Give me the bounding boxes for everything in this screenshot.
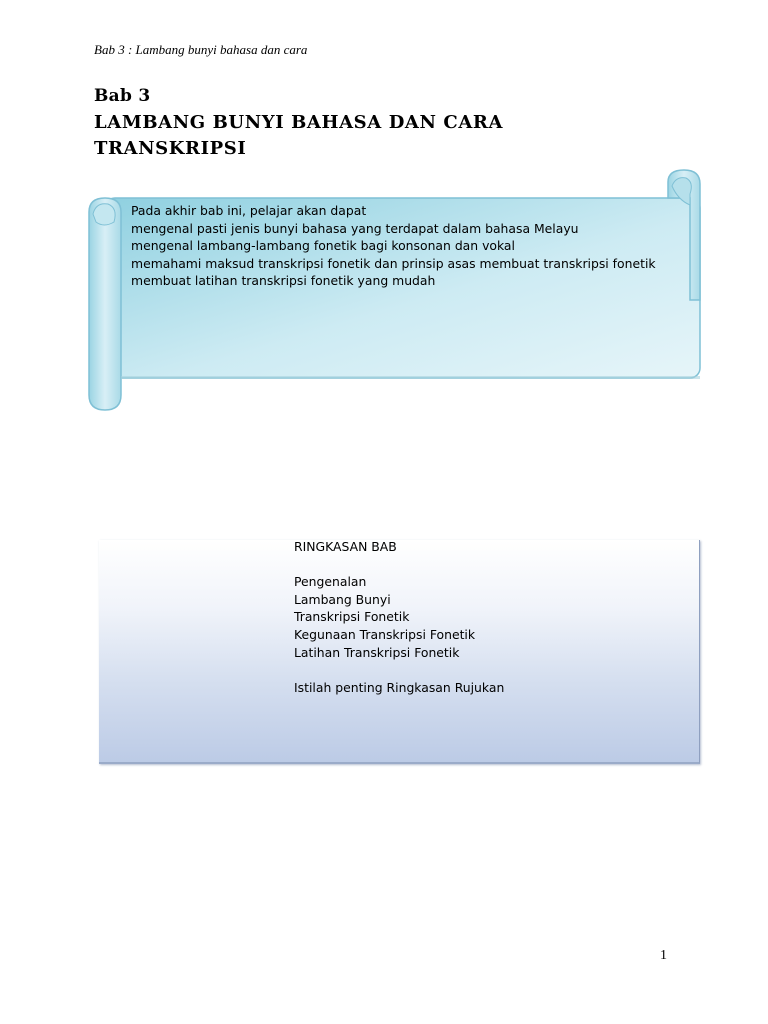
chapter-summary xyxy=(294,538,504,697)
page-number: 1 xyxy=(660,948,667,963)
chapter-title-line-1: LAMBANG BUNYI BAHASA DAN CARA xyxy=(94,112,504,133)
summary-heading: RINGKASAN BAB xyxy=(294,539,397,554)
summary-item: Kegunaan Transkripsi Fonetik xyxy=(294,627,476,643)
summary-item: Latihan Transkripsi Fonetik xyxy=(294,644,460,660)
objective-item: mengenal lambang-lambang fonetik bagi konsonan dan vokal xyxy=(131,238,515,254)
chapter-title-line-2: TRANSKRIPSI xyxy=(94,138,247,159)
running-header: Bab 3 : Lambang bunyi bahasa dan cara xyxy=(94,42,308,57)
scroll-roll-left-curl xyxy=(93,204,115,225)
summary-footer: Istilah penting Ringkasan Rujukan xyxy=(294,679,505,695)
summary-item: Transkripsi Fonetik xyxy=(294,609,410,625)
scroll-shadow xyxy=(121,376,700,379)
objective-item: mengenal pasti jenis bunyi bahasa yang terdapat dalam bahasa Melayu xyxy=(131,220,579,236)
objective-item: membuat latihan transkripsi fonetik yang mudah xyxy=(131,273,436,289)
learning-objectives xyxy=(131,202,691,290)
objectives-intro: Pada akhir bab ini, pelajar akan dapat xyxy=(131,203,367,218)
summary-item: Lambang Bunyi xyxy=(294,591,391,607)
summary-item: Pengenalan xyxy=(294,573,367,589)
scroll-roll-left xyxy=(89,198,121,410)
objective-item: memahami maksud transkripsi fonetik dan prinsip asas membuat transkripsi fonetik xyxy=(131,255,656,271)
chapter-number: Bab 3 xyxy=(94,86,151,106)
